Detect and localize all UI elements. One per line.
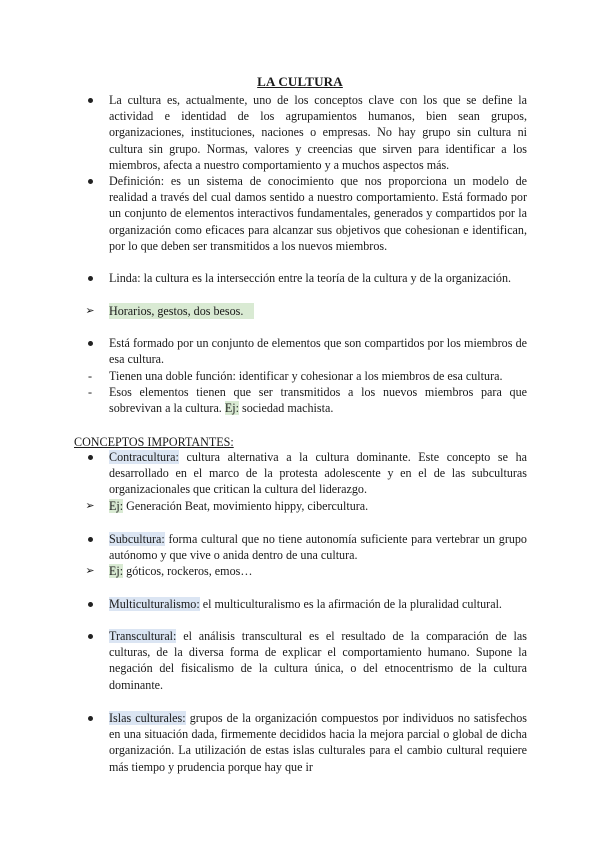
concept-term: Contracultura: <box>109 450 179 464</box>
intro-bullet-culture: La cultura es, actualmente, uno de los conceptos clave con los que se define la actividad e identidad de los agrupamientos humanos, bien sean grupos, organizaciones, instituciones, naciones o empresas. No hay grupo sin cultura ni cultura sin grupo. Normas, valores y creencias que sirven para identificar a los miembros, afecta a nuestro comportamiento y a muchos aspectos más. <box>109 92 527 173</box>
bullet-dot-icon <box>82 449 98 460</box>
concept-subcultura-example: ➢ Ej: góticos, rockeros, emos… <box>109 563 527 579</box>
example-label: Ej: <box>109 499 124 513</box>
bullet-dot-icon <box>82 628 98 639</box>
dash-bullet-icon: - <box>87 369 93 383</box>
concept-transcultural <box>109 628 527 693</box>
bullet-dot-icon <box>82 596 98 607</box>
arrow-bullet-icon: ➢ <box>85 304 95 317</box>
concept-definition: el multiculturalismo es la afirmación de la pluralidad cultural. <box>202 597 502 611</box>
section-heading: CONCEPTOS IMPORTANTES: <box>74 435 234 449</box>
elements-dash-transmit: - Esos elementos tienen que ser transmitidos a los nuevos miembros para que sobrevivan a la cultura. Ej: sociedad machista. <box>109 384 527 416</box>
concept-islas-culturales <box>109 710 527 775</box>
bullet-dot-icon <box>82 710 98 721</box>
concept-definition: cultura alternativa a la cultura dominante. Este concepto se ha desarrollado en el marco de la protesta adolescente y en el de las subculturas organizacionales que critican la cultura del liderazgo. <box>109 450 528 497</box>
concept-term: Multiculturalismo: <box>109 597 200 611</box>
page-title: LA CULTURA <box>257 74 343 89</box>
example-label: Ej: <box>109 564 124 578</box>
concept-contracultura-example: ➢ Ej: Generación Beat, movimiento hippy, cibercultura. <box>109 498 527 514</box>
concept-term: Subcultura: <box>109 532 165 546</box>
bullet-dot-icon <box>82 531 98 542</box>
concept-contracultura <box>109 449 527 498</box>
concept-definition: el análisis transcultural es el resultado de la comparación de las culturas, de la diversa forma de explicar el comportamiento humano. Supone la negación del fisicalismo de la cultura única, o del etnocentrismo de la cultura dominante. <box>109 629 527 692</box>
concept-term: Islas culturales: <box>109 711 186 725</box>
bullet-dot-icon <box>82 270 98 281</box>
arrow-bullet-icon: ➢ <box>85 499 95 512</box>
dash-bullet-icon: - <box>87 385 93 399</box>
elements-bullet-shared: Está formado por un conjunto de elementos que son compartidos por los miembros de esa cultura. <box>109 335 527 367</box>
intro-bullet-definition: Definición: es un sistema de conocimiento que nos proporciona un modelo de realidad a través del cual damos sentido a nuestro comportamiento. Está formado por un conjunto de elementos interactivos fundamentales, generados y compartidos por la organización como eficaces para alcanzar sus objetivos que cohesionan e identifican, por lo que deben ser transmitidos a los nuevos miembros. <box>109 173 527 254</box>
example-label: Ej: <box>224 401 239 416</box>
arrow-bullet-icon: ➢ <box>85 564 95 577</box>
bullet-dot-icon <box>82 92 98 103</box>
concept-term: Transcultural: <box>109 629 177 643</box>
concept-subcultura <box>109 531 527 563</box>
concept-definition: grupos de la organización compuestos por individuos no satisfechos en una situación dada, firmemente decididos hacia la mejora parcial o global de dicha organización. La utilización de estas islas culturales para el cambio cultural requiere más tiempo y prudencia porque hay que ir <box>109 711 527 774</box>
intro-bullet-linda: Linda: la cultura es la intersección entre la teoría de la cultura y de la organización. <box>109 270 527 286</box>
bullet-dot-icon <box>82 335 98 346</box>
concept-multiculturalismo <box>109 596 527 612</box>
elements-dash-function: - Tienen una doble función: identificar y cohesionar a los miembros de esa cultura. <box>109 368 527 384</box>
concept-definition: forma cultural que no tiene autonomía suficiente para vertebrar un grupo autónomo y que vive o anida dentro de una cultura. <box>109 532 527 563</box>
intro-arrow-example: ➢ Horarios, gestos, dos besos. <box>109 303 254 319</box>
bullet-dot-icon <box>82 173 98 184</box>
